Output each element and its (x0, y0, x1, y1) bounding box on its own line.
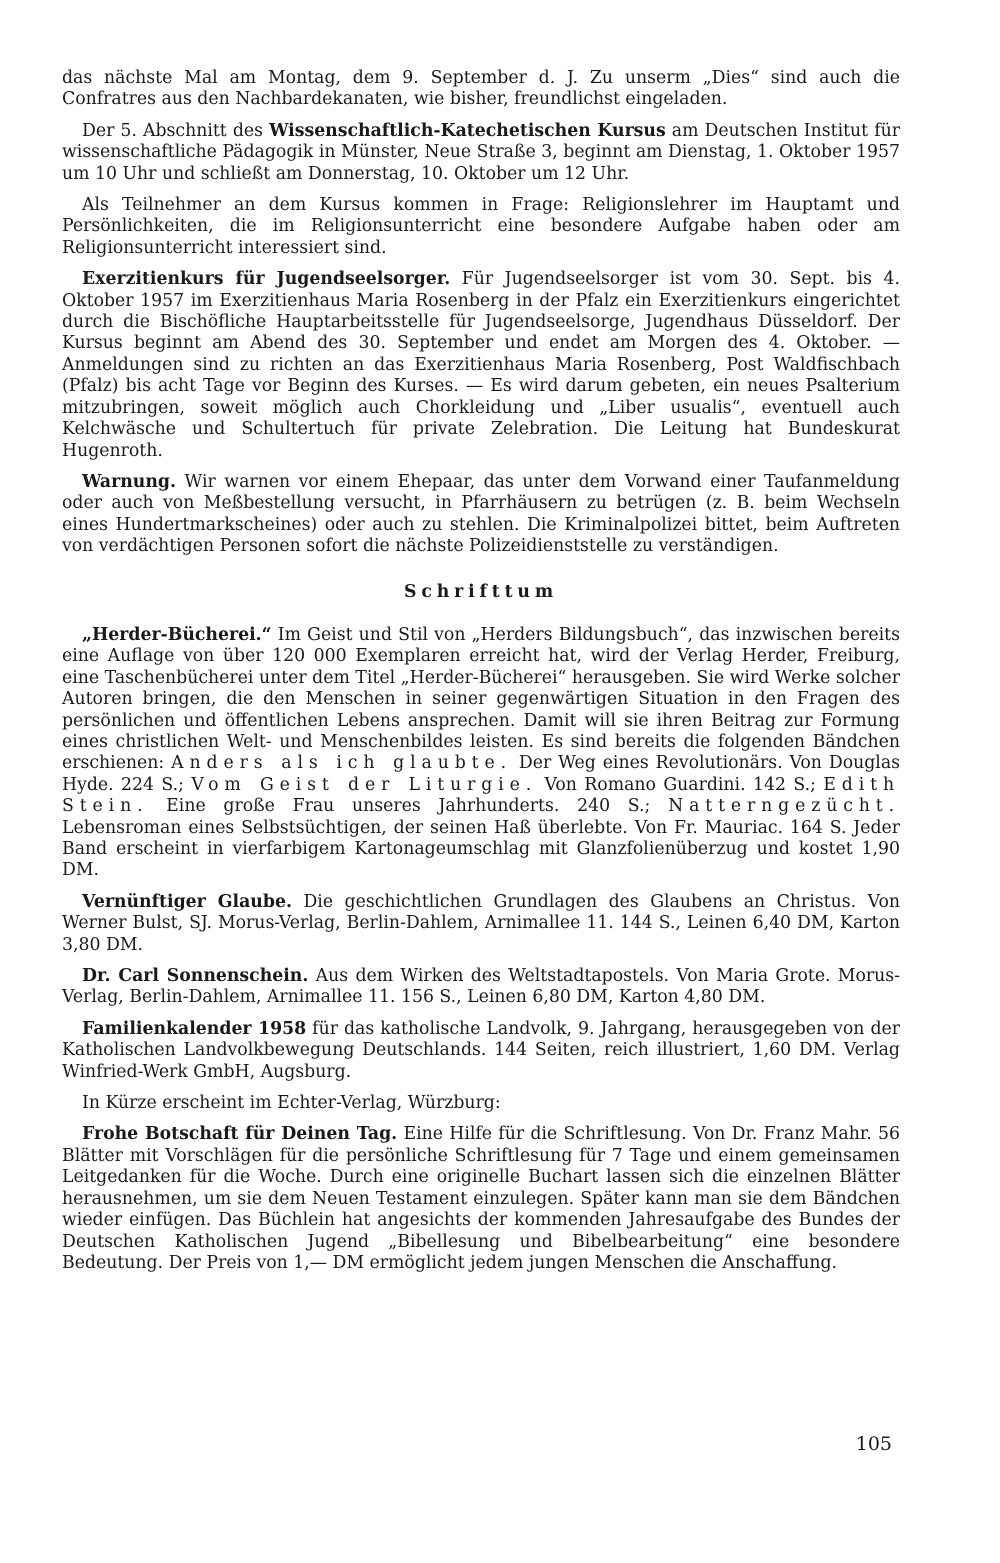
paragraph-frohe-botschaft (62, 1124, 900, 1274)
paragraph-text: das nächste Mal am Montag, dem 9. September d. J. Zu unserm „Dies“ sind auch die Confratres aus den Nachbardekanaten, wie bisher, freundlichst eingeladen. (62, 68, 900, 110)
paragraph-familienkalender (62, 1019, 900, 1083)
section-title-schrifttum: Schrifttum (404, 581, 558, 602)
book-title: Edith Stein. (62, 774, 900, 817)
paragraph-text: am Deutschen Institut für wissenschaftliche Pädagogik in Münster, Neue Straße 3, beginnt am Dienstag, 1. Oktober 1957 um 10 Uhr und schließt am Donnerstag, 10. Oktober um 12 Uhr. (62, 120, 900, 184)
paragraph-text: Im Geist und Stil von „Herders Bildungsbuch“, das inzwischen bereits eine Auflage von über 120 000 Exemplaren erreicht hat, wird der Verlag Herder, Freiburg, eine Taschenbücherei unter dem Titel „Herder-Bücherei“ herausgeben. Sie wird Werke solcher Autoren bringen, die den Menschen in seiner gegenwärtigen Situation in den Fragen des persönlichen und öffentlichen Lebens ansprechen. Damit will sie ihren Beitrag zur Formung eines christlichen Welt- und Menschenbildes leisten. Es sind bereits die folgenden Bändchen erschienen: (62, 624, 900, 774)
sonnenschein-heading: Dr. Carl Sonnenschein. (82, 966, 309, 987)
paragraph-dies-invitation (62, 68, 900, 111)
paragraph-teilnehmer (62, 195, 900, 259)
book-title: Anders als ich glaubte. (171, 753, 512, 774)
paragraph-text: Der 5. Abschnitt des (82, 120, 270, 141)
paragraph-text: für das katholische Landvolk, 9. Jahrgang, herausgegeben von der Katholischen Landvolkbewegung Deutschlands. 144 Seiten, reich illustriert, 1,60 DM. Verlag Winfried-Werk GmbH, Augsburg. (62, 1018, 900, 1082)
paragraph-echter-verlag (62, 1093, 900, 1114)
paragraph-katechetischer-kursus (62, 121, 900, 185)
paragraph-text: Lebensroman eines Selbstsüchtigen, der seinen Haß überlebte. Von Fr. Mauriac. 164 S. Jeder Band erscheint in vierfarbigem Kartonageumschlag mit Glanzfolienüberzug und kostet 1,90 DM. (62, 817, 900, 881)
paragraph-text: Die geschichtlichen Grundlagen des Glaubens an Christus. Von Werner Bulst, SJ. Morus-Verlag, Berlin-Dahlem, Arnimallee 11. 144 S., Leinen 6,40 DM, Karton 3,80 DM. (62, 891, 901, 955)
page-body (62, 68, 900, 1284)
paragraph-text: Von Romano Guardini. 142 S.; (537, 774, 824, 795)
paragraph-text: Für Jugendseelsorger ist vom 30. Sept. bis 4. Oktober 1957 im Exerzitienhaus Maria Rosenberg in der Pfalz ein Exerzitienkurs eingerichtet durch die Bischöfliche Hauptarbeitsstelle für Jugendseelsorge, Jugendhaus Düsseldorf. Der Kursus beginnt am Abend des 30. September und endet am Morgen des 4. Oktober. — Anmeldungen sind zu richten an das Exerzitienhaus Maria Rosenberg, Post Waldfischbach (Pfalz) bis acht Tage vor Beginn des Kurses. — Es wird darum gebeten, ein neues Psalterium mitzubringen, soweit möglich auch Chorkleidung und „Liber usualis“, eventuell auch Kelchwäsche und Schultertuch für private Zelebration. Die Leitung hat Bundeskurat Hugenroth. (62, 269, 900, 461)
kursus-heading: Wissenschaftlich-Katechetischen Kursus (269, 120, 666, 141)
paragraph-vernuenftiger-glaube (62, 892, 900, 956)
book-title: Natterngezücht. (668, 796, 900, 817)
warnung-heading: Warnung. (82, 471, 176, 492)
paragraph-text: Wir warnen vor einem Ehepaar, das unter dem Vorwand einer Taufanmeldung oder auch von Meßbestellung versucht, in Pfarrhäusern zu betrügen (z. B. beim Wechseln eines Hundertmarkscheines) oder auch zu stehlen. Die Kriminalpolizei bittet, beim Auftreten von verdächtigen Personen sofort die nächste Polizeidienststelle zu verständigen. (62, 471, 900, 557)
paragraph-text: Eine große Frau unseres Jahrhunderts. 240 S.; (148, 796, 669, 817)
page-number: 105 (855, 1433, 892, 1455)
paragraph-herder-buecherei (62, 625, 900, 882)
exerzitienkurs-heading: Exerzitienkurs für Jugendseelsorger. (82, 269, 451, 290)
kalender-heading: Familienkalender 1958 (82, 1018, 307, 1039)
book-title: Vom Geist der Liturgie. (191, 774, 538, 795)
paragraph-warnung (62, 472, 900, 558)
glaube-heading: Vernünftiger Glaube. (82, 891, 292, 912)
paragraph-exerzitienkurs (62, 269, 900, 462)
paragraph-sonnenschein (62, 966, 900, 1009)
herder-heading: „Herder-Bücherei.“ (82, 624, 272, 645)
paragraph-text: Als Teilnehmer an dem Kursus kommen in Frage: Religionslehrer im Hauptamt und Persönlichkeiten, die im Religionsunterricht eine besondere Aufgabe haben oder am Religionsunterricht interessiert sind. (62, 195, 900, 258)
paragraph-text: In Kürze erscheint im Echter-Verlag, Würzburg: (82, 1093, 501, 1114)
botschaft-heading: Frohe Botschaft für Deinen Tag. (82, 1124, 398, 1145)
paragraph-text: Aus dem Wirken des Weltstadtapostels. Von Maria Grote. Morus-Verlag, Berlin-Dahlem, Arnimallee 11. 156 S., Leinen 6,80 DM, Karton 4,80 DM. (62, 966, 901, 1008)
paragraph-text: Eine Hilfe für die Schriftlesung. Von Dr. Franz Mahr. 56 Blätter mit Vorschlägen für die persönliche Schriftlesung für 7 Tage und einem gemeinsamen Leitgedanken für die Woche. Durch eine originelle Buchart lassen sich die einzelnen Blätter herausnehmen, um sie dem Neuen Testament einzulegen. Später kann man sie dem Bändchen wieder einfügen. Das Büchlein hat angesichts der kommenden Jahresaufgabe des Bundes der Deutschen Katholischen Jugend „Bibellesung und Bibelbearbeitung“ eine besondere Bedeutung. Der Preis von 1,— DM ermöglicht jedem jungen Menschen die Anschaffung. (62, 1124, 900, 1273)
paragraph-text: Der Weg eines Revolutionärs. Von Douglas Hyde. 224 S.; (62, 753, 900, 795)
